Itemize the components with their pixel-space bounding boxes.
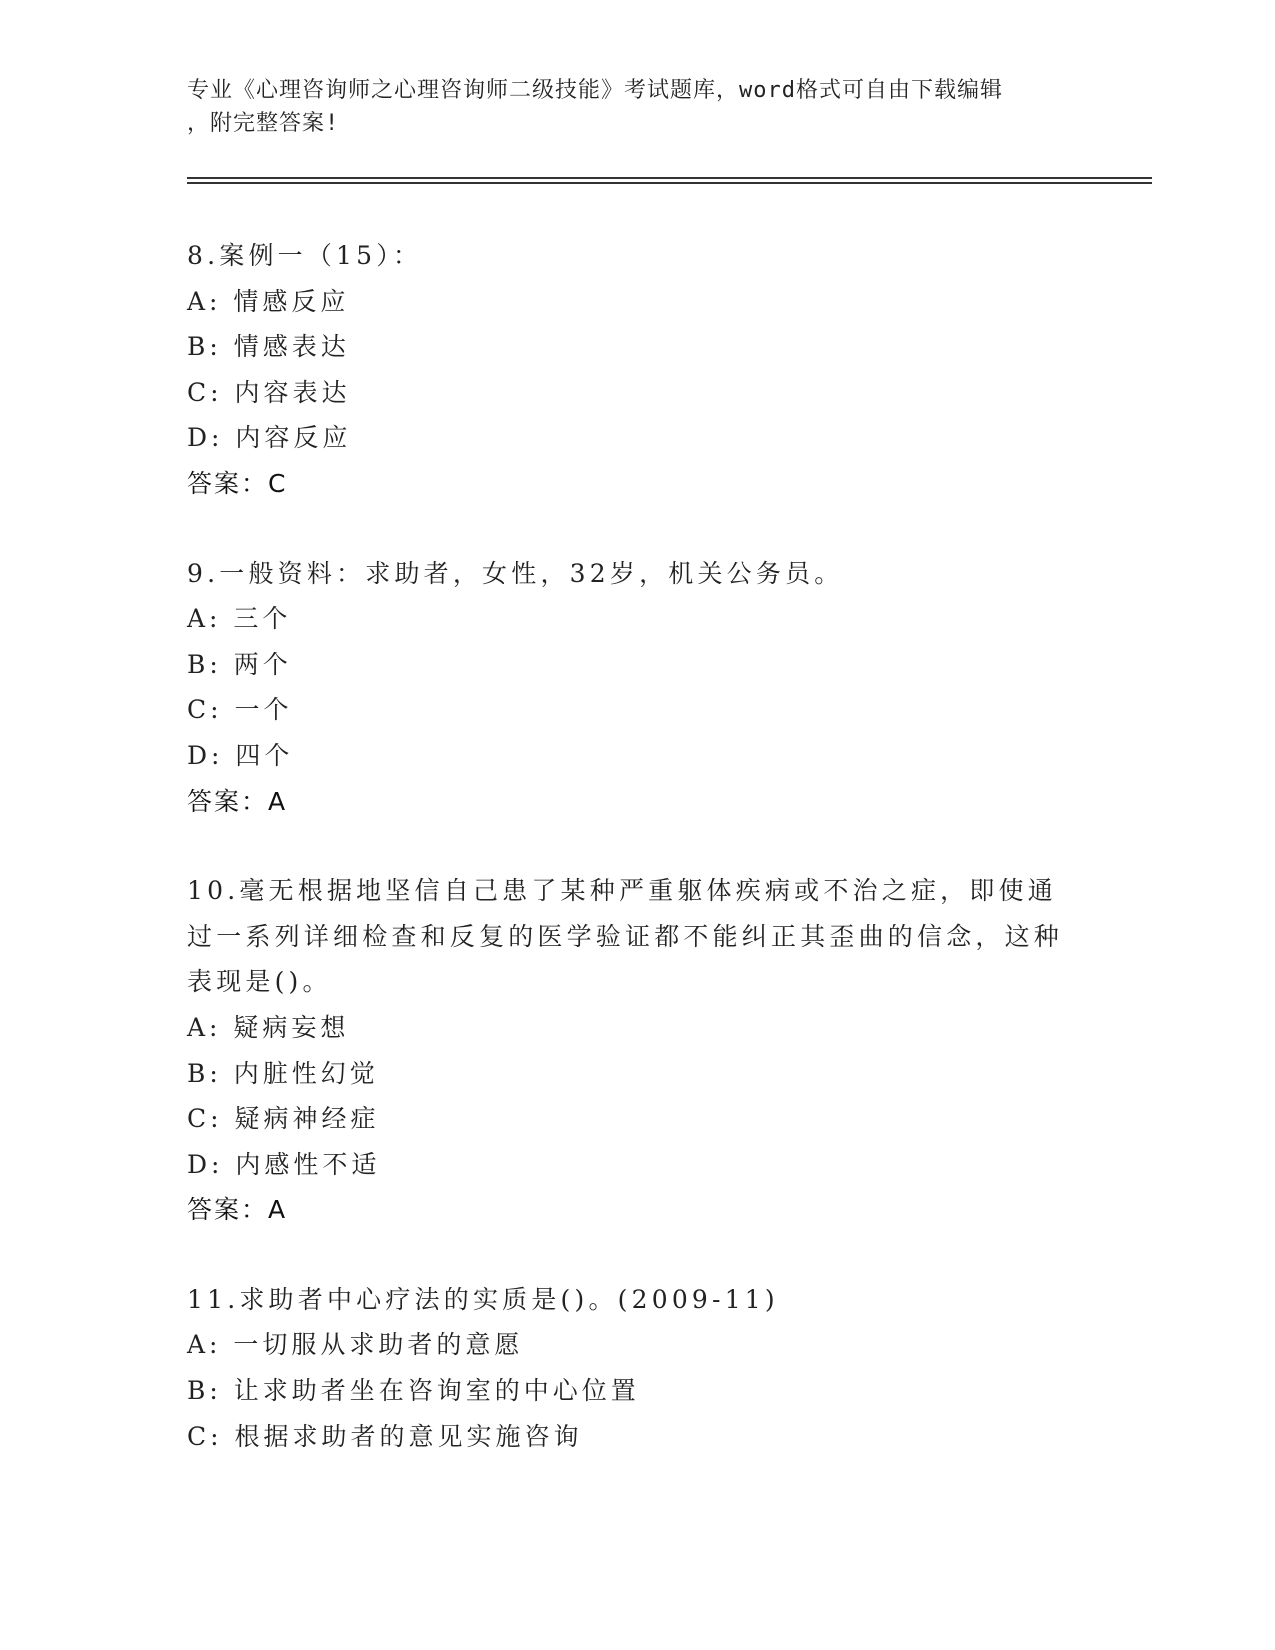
header-title-line-1: 专业《心理咨询师之心理咨询师二级技能》考试题库，word格式可自由下载编辑: [187, 78, 1003, 103]
header-title-line-2: ，附完整答案!: [187, 111, 340, 136]
answer-line: 答案：C: [187, 468, 288, 498]
option-d: D: 内感性不适: [187, 1149, 381, 1179]
question-stem: 9.一般资料：求助者，女性，32岁，机关公务员。: [187, 558, 844, 588]
option-c: C: 一个: [187, 695, 293, 725]
question-8: [187, 233, 1087, 507]
option-d: D: 四个: [187, 740, 294, 770]
option-b: B: 情感表达: [187, 332, 350, 362]
option-c: C: 疑病神经症: [187, 1104, 380, 1134]
question-stem: 10.毫无根据地坚信自己患了某种严重躯体疾病或不治之症，即使通过一系列详细检查和反复的医学验证都不能纠正其歪曲的信念，这种表现是()。: [187, 876, 1064, 997]
question-stem: 8.案例一（15）：: [187, 241, 423, 270]
question-list: [187, 233, 1087, 1503]
document-header: [187, 74, 1067, 140]
option-c: C: 内容表达: [187, 377, 351, 407]
option-d: D: 内容反应: [187, 423, 352, 453]
answer-line: 答案：A: [187, 1195, 288, 1225]
option-b: B: 两个: [187, 649, 292, 679]
header-divider-bottom: [187, 182, 1152, 184]
question-stem: 11.求助者中心疗法的实质是()。(2009-11): [187, 1284, 779, 1314]
question-11: [187, 1277, 1087, 1459]
answer-line: 答案：A: [187, 786, 288, 816]
option-b: B: 内脏性幻觉: [187, 1058, 379, 1088]
option-c: C: 根据求助者的意见实施咨询: [187, 1421, 583, 1451]
option-a: A: 情感反应: [187, 286, 350, 316]
option-b: B: 让求助者坐在咨询室的中心位置: [187, 1376, 640, 1406]
header-divider-top: [187, 177, 1152, 179]
option-a: A: 疑病妄想: [187, 1012, 350, 1042]
question-10: [187, 868, 1087, 1233]
option-a: A: 三个: [187, 604, 292, 634]
option-a: A: 一切服从求助者的意愿: [187, 1330, 524, 1360]
question-9: [187, 551, 1087, 825]
